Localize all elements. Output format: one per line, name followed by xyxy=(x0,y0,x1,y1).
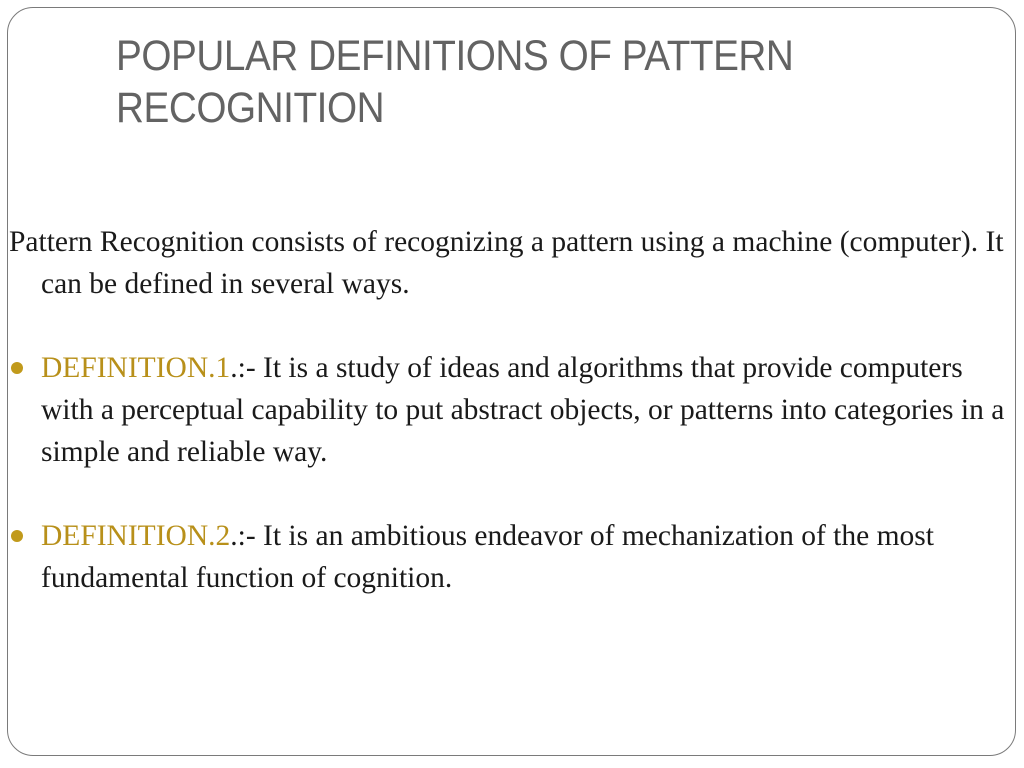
slide-title: POPULAR DEFINITIONS OF PATTERN RECOGNITION xyxy=(116,32,794,132)
intro-paragraph: Pattern Recognition consists of recognizing a pattern using a machine (computer). It can be defined in several ways. xyxy=(9,226,1004,300)
slide-body xyxy=(9,221,1015,599)
definition-2-label: DEFINITION.2 xyxy=(41,520,231,552)
definition-2 xyxy=(9,515,1015,599)
definition-1-label: DEFINITION.1 xyxy=(41,352,231,384)
bullet-icon xyxy=(11,530,23,542)
definition-1-text: .:- It is a study of ideas and algorithms that provide computers with a perceptual capability to put abstract objects, or patterns into categories in a simple and reliable way. xyxy=(41,352,1005,468)
definition-2-text: .:- It is an ambitious endeavor of mechanization of the most fundamental function of cognition. xyxy=(41,520,934,594)
bullet-icon xyxy=(11,362,23,374)
definition-1 xyxy=(9,347,1015,473)
